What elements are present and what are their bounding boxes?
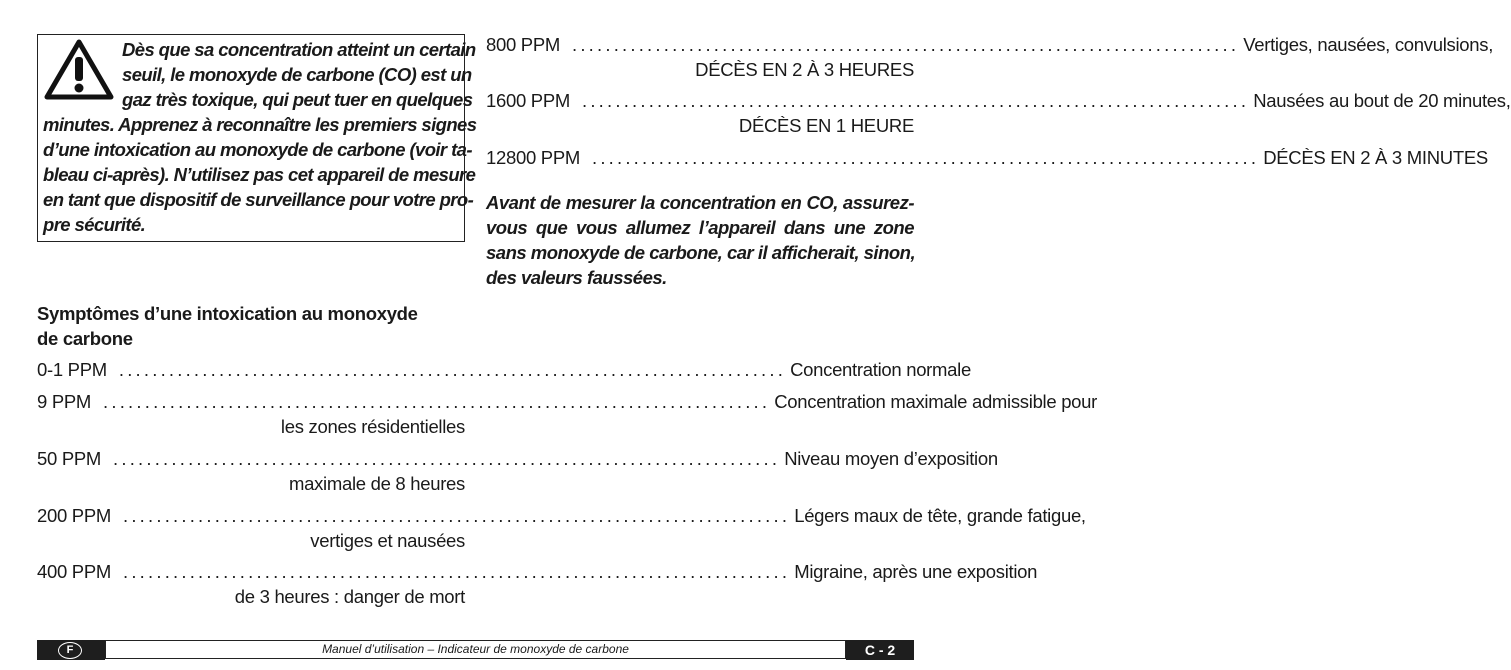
symptom-desc: Migraine, après une exposition xyxy=(794,561,1038,582)
warning-line: bleau ci-après). N’utilisez pas cet appareil de mesure xyxy=(43,164,476,185)
dot-leader: ................................................................................ xyxy=(103,391,771,412)
page-footer xyxy=(37,640,914,660)
footer-title: Manuel d’utilisation – Indicateur de monoxyde de carbone xyxy=(105,640,846,659)
symptom-desc: Légers maux de tête, grande fatigue, xyxy=(794,505,1086,526)
symptom-row xyxy=(37,357,971,382)
symptom-row xyxy=(486,88,1511,138)
dot-leader: ................................................................................ xyxy=(582,90,1250,111)
ppm-level: 9 PPM xyxy=(37,391,92,412)
symptom-desc: DÉCÈS EN 2 À 3 MINUTES xyxy=(1263,147,1488,168)
note-line: vous que vous allumez l’appareil dans une zone xyxy=(486,217,914,238)
symptom-desc: Nausées au bout de 20 minutes, xyxy=(1253,90,1511,111)
symptom-row xyxy=(486,145,1488,170)
warning-triangle-icon xyxy=(44,39,114,101)
measurement-note xyxy=(486,190,914,290)
note-line: sans monoxyde de carbone, car il afficherait, sinon, xyxy=(486,242,916,263)
ppm-level: 200 PPM xyxy=(37,505,111,526)
dot-leader: ................................................................................ xyxy=(123,505,791,526)
symptom-desc-cont: les zones résidentielles xyxy=(280,416,465,437)
language-badge: F xyxy=(58,642,82,659)
dot-leader: ................................................................................ xyxy=(572,34,1240,55)
warning-line: gaz très toxique, qui peut tuer en quelques xyxy=(122,89,473,110)
symptom-row xyxy=(37,446,998,496)
symptom-desc-cont: de 3 heures : danger de mort xyxy=(234,586,465,607)
warning-line: minutes. Apprenez à reconnaître les premiers signes xyxy=(43,114,477,135)
note-line: des valeurs faussées. xyxy=(486,267,667,288)
section-title: Symptômes d’une intoxication au monoxyde xyxy=(37,303,418,324)
ppm-level: 12800 PPM xyxy=(486,147,580,168)
warning-box xyxy=(37,34,477,242)
page-number: C - 2 xyxy=(846,640,914,660)
warning-line: en tant que dispositif de surveillance pour votre pro- xyxy=(43,189,474,210)
warning-line: d’une intoxication au monoxyde de carbone (voir ta- xyxy=(43,139,472,160)
warning-line: Dès que sa concentration atteint un certain xyxy=(122,39,476,60)
dot-leader: ................................................................................ xyxy=(113,448,781,469)
symptom-row xyxy=(37,389,1098,439)
symptom-desc: Niveau moyen d’exposition xyxy=(784,448,998,469)
dot-leader: ................................................................................ xyxy=(118,359,787,380)
dot-leader: ................................................................................ xyxy=(591,147,1260,168)
note-line: Avant de mesurer la concentration en CO, assurez- xyxy=(486,192,914,213)
symptom-desc: Concentration maximale admissible pour xyxy=(774,391,1098,412)
ppm-level: 50 PPM xyxy=(37,448,102,469)
ppm-level: 400 PPM xyxy=(37,561,111,582)
language-tab xyxy=(37,640,105,660)
ppm-level: 1600 PPM xyxy=(486,90,570,111)
section-title: de carbone xyxy=(37,328,133,349)
ppm-level: 0-1 PPM xyxy=(37,359,107,380)
warning-line: seuil, le monoxyde de carbone (CO) est un xyxy=(122,64,472,85)
symptom-desc-cont: DÉCÈS EN 2 À 3 HEURES xyxy=(695,59,914,80)
warning-line: pre sécurité. xyxy=(43,214,146,235)
ppm-level: 800 PPM xyxy=(486,34,560,55)
symptom-desc-cont: DÉCÈS EN 1 HEURE xyxy=(738,115,914,136)
symptom-desc: Vertiges, nausées, convulsions, xyxy=(1243,34,1494,55)
symptom-desc-cont: maximale de 8 heures xyxy=(288,473,465,494)
symptom-row xyxy=(486,32,1494,82)
dot-leader: ................................................................................ xyxy=(123,561,791,582)
symptom-desc: Concentration normale xyxy=(790,359,971,380)
symptom-row xyxy=(37,559,1038,609)
symptom-desc-cont: vertiges et nausées xyxy=(310,530,465,551)
symptom-row xyxy=(37,503,1086,553)
